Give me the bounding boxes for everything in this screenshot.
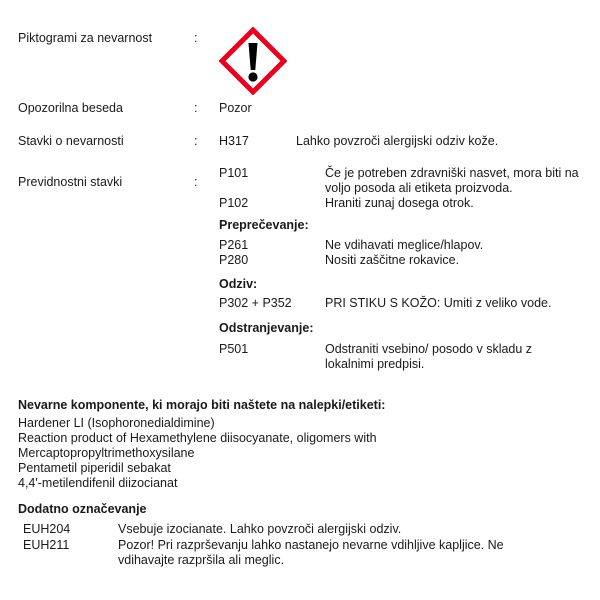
precaution-text-p280: Nositi zaščitne rokavice.: [325, 253, 460, 267]
signal-word-colon: :: [194, 101, 198, 115]
precaution-text-p501: Odstraniti vsebino/ posodo v skladu z lokalnimi predpisi.: [325, 342, 533, 371]
euh-text-204: Vsebuje izocianate. Lahko povzroči alergijski odziv.: [118, 522, 402, 536]
pictograms-colon: :: [194, 31, 198, 45]
precaution-text-p102: Hraniti zunaj dosega otrok.: [325, 196, 474, 210]
component-item: Reaction product of Hexamethylene diisocyanate, oligomers with Mercaptopropyltrimethoxysilane: [18, 431, 377, 460]
precaution-text-p302-p352: PRI STIKU S KOŽO: Umiti z veliko vode.: [325, 296, 552, 310]
ghs07-exclamation-mark-icon: [219, 27, 287, 95]
precautionary-statements-colon: :: [194, 175, 198, 189]
euh-code-211: EUH211: [23, 538, 70, 552]
hazard-statements-label: Stavki o nevarnosti: [18, 134, 124, 148]
precautionary-statements-label: Previdnostni stavki: [18, 175, 123, 189]
precaution-code-p101: P101: [219, 166, 249, 180]
prevention-heading: Preprečevanje:: [219, 218, 309, 232]
response-heading: Odziv:: [219, 277, 258, 291]
hazard-text: Lahko povzroči alergijski odziv kože.: [296, 134, 499, 148]
signal-word-value: Pozor: [219, 101, 252, 115]
precaution-text-p261: Ne vdihavati meglice/hlapov.: [325, 238, 484, 252]
precaution-code-p302-p352: P302 + P352: [219, 296, 292, 310]
component-item: Hardener LI (Isophoronedialdimine): [18, 416, 215, 430]
pictograms-label: Piktogrami za nevarnost: [18, 31, 153, 45]
precaution-code-p501: P501: [219, 342, 249, 356]
hazard-code: H317: [219, 134, 249, 148]
precaution-code-p280: P280: [219, 253, 249, 267]
components-heading: Nevarne komponente, ki morajo biti naštete na nalepki/etiketi:: [18, 398, 386, 412]
precaution-code-p261: P261: [219, 238, 249, 252]
disposal-heading: Odstranjevanje:: [219, 321, 314, 335]
component-item: 4,4'-metilendifenil diizocianat: [18, 476, 178, 490]
euh-code-204: EUH204: [23, 522, 71, 536]
euh-text-211: Pozor! Pri razprševanju lahko nastanejo nevarne vdihljive kapljice. Ne vdihavajte razpršila ali meglic.: [118, 538, 504, 567]
signal-word-label: Opozorilna beseda: [18, 101, 123, 115]
hazard-statements-colon: :: [194, 134, 198, 148]
precaution-text-p101: Če je potreben zdravniški nasvet, mora biti na voljo posoda ali etiketa proizvoda.: [325, 166, 579, 195]
precaution-code-p102: P102: [219, 196, 249, 210]
component-item: Pentametil piperidil sebakat: [18, 461, 171, 475]
additional-labelling-heading: Dodatno označevanje: [18, 502, 147, 516]
